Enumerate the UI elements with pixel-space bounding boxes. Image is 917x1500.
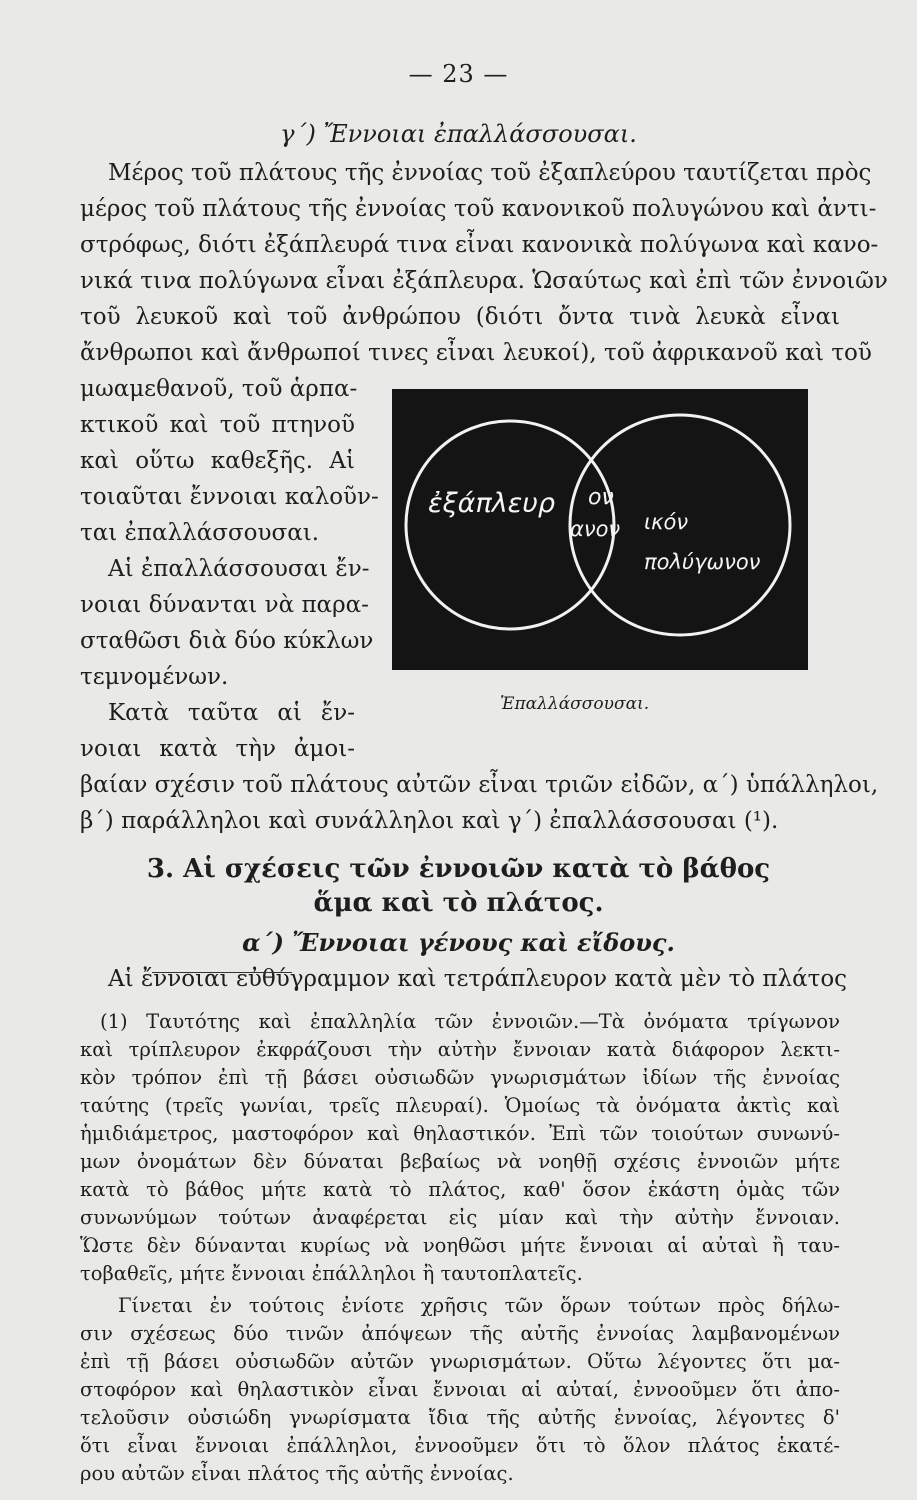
narrow-line: νοιαι δύνανται νὰ παρα- [80,592,369,618]
para1-line: τοῦ λευκοῦ καὶ τοῦ ἀνθρώπου (διότι ὄντα τινὰ λευκὰ εἶναι [80,304,840,330]
para1-line: στρόφως, διότι ἐξάπλευρά τινα εἶναι κανονικὰ πολύγωνα καὶ κανο- [80,232,879,258]
footnote-line: συνωνύμων τούτων ἀναφέρεται εἰς μίαν καὶ τὴν αὐτὴν ἔννοιαν. [80,1206,840,1229]
figure-label-left: ἐξάπλευρ [428,488,556,519]
para2-line: β΄) παράλληλοι καὶ συνάλληλοι καὶ γ΄) ἐπαλλάσσουσαι (¹). [80,808,779,834]
footnote-line: ἡμιδιάμετρος, μαστοφόρον καὶ θηλαστικόν. Ἐπὶ τῶν τοιούτων συνωνύ- [80,1122,840,1145]
figure-label-overlap-2: ανον [570,517,621,541]
narrow-line: Κατὰ ταῦτα αἱ ἔν- [108,700,355,726]
para1-line: Μέρος τοῦ πλάτους τῆς ἐννοίας τοῦ ἐξαπλεύρου ταυτίζεται πρὸς [108,160,872,186]
venn-figure [392,389,808,670]
figure-label-right-1: ικόν [644,510,689,534]
section-gamma-heading: γ΄) Ἔννοιαι ἐπαλλάσσουσαι. [280,120,637,148]
narrow-line: κτικοῦ καὶ τοῦ πτηνοῦ [80,412,355,438]
section-alpha-heading: α΄) Ἔννοιαι γένους καὶ εἴδους. [242,928,675,957]
footnote-line: τοβαθεῖς, μήτε ἔννοιαι ἐπάλληλοι ἢ ταυτοπλατεῖς. [80,1262,583,1285]
para1-line: μέρος τοῦ πλάτους τῆς ἐννοίας τοῦ κανονικοῦ πολυγώνου καὶ ἀντι- [80,196,877,222]
footnote-line: ὅτι εἶναι ἔννοιαι ἐπάλληλοι, ἐννοοῦμεν ὅτι τὸ ὅλον πλάτος ἑκατέ- [80,1434,840,1457]
footnote-line: καὶ τρίπλευρον ἐκφράζουσι τὴν αὐτὴν ἔννοιαν κατὰ διάφορον λεκτι- [80,1038,840,1061]
footnote-line: τελοῦσιν οὐσιώδη γνωρίσματα ἴδια τῆς αὐτῆς ἐννοίας, λέγοντες δ' [80,1406,840,1429]
figure-label-right-2: πολύγωνον [644,550,761,574]
narrow-line: Αἱ ἐπαλλάσσουσαι ἔν- [108,556,370,582]
para1-line: ἄνθρωποι καὶ ἄνθρωποί τινες εἶναι λευκοί), τοῦ ἀφρικανοῦ καὶ τοῦ [80,340,872,366]
section3-heading-1: 3. Αἱ σχέσεις τῶν ἐννοιῶν κατὰ τὸ βάθος [146,854,771,884]
footnote-line: (1) Ταυτότης καὶ ἐπαλληλία τῶν ἐννοιῶν.—Τὰ ὀνόματα τρίγωνον [100,1010,840,1033]
footnote-line: μων ὀνομάτων δὲν δύναται βεβαίως νὰ νοηθῇ σχέσις ἐννοιῶν μήτε [80,1150,840,1173]
section3-heading-2: ἅμα καὶ τὸ πλάτος. [313,888,604,918]
narrow-line: τοιαῦται ἔννοιαι καλοῦν- [80,484,379,510]
footnote-line: Γίνεται ἐν τούτοις ἐνίοτε χρῆσις τῶν ὅρων τούτων πρὸς δήλω- [118,1294,840,1317]
footnote-line: σιν σχέσεως δύο τινῶν ἀπόψεων τῆς αὐτῆς ἐννοίας λαμβανομένων [80,1322,840,1345]
footnote-line: κὸν τρόπον ἐπὶ τῇ βάσει οὐσιωδῶν γνωρισμάτων ἰδίων τῆς ἐννοίας [80,1066,840,1089]
page-number: — 23 — [408,60,509,88]
figure-label-overlap-1: ον [588,485,614,510]
footnote-line: ρου αὐτῶν εἶναι πλάτος τῆς αὐτῆς ἐννοίας. [80,1462,514,1485]
para2-line: βαίαν σχέσιν τοῦ πλάτους αὐτῶν εἶναι τριῶν εἰδῶν, α΄) ὑπάλληλοι, [80,772,879,798]
footnote-line: Ὥστε δὲν δύνανται κυρίως νὰ νοηθῶσι μήτε ἔννοιαι αἱ αὐταὶ ἢ ταυ- [80,1234,840,1257]
narrow-line: ται ἐπαλλάσσουσαι. [80,520,320,546]
footnote-line: ταύτης (τρεῖς γωνίαι, τρεῖς πλευραί). Ὁμοίως τὰ ὀνόματα ἀκτὶς καὶ [80,1094,840,1117]
footnote-line: κατὰ τὸ βάθος μήτε κατὰ τὸ πλάτος, καθ' ὅσον ἑκάστη ὁμὰς τῶν [80,1178,840,1201]
narrow-line: καὶ οὕτω καθεξῆς. Αἱ [80,448,355,474]
footnote-line: ἐπὶ τῇ βάσει οὐσιωδῶν αὐτῶν γνωρισμάτων. Οὕτω λέγοντες ὅτι μα- [80,1350,840,1373]
narrow-line: τεμνομένων. [80,664,229,690]
narrow-line: νοιαι κατὰ τὴν ἀμοι- [80,736,355,762]
footnote-line: στοφόρον καὶ θηλαστικὸν εἶναι ἔννοιαι αἱ αὐταί, ἐννοοῦμεν ὅτι ἀπο- [80,1378,840,1401]
footnote-rule [152,972,292,973]
figure-caption: Ἐπαλλάσσουσαι. [500,694,650,714]
para3-line: Αἱ ἔννοιαι εὐθύγραμμον καὶ τετράπλευρον κατὰ μὲν τὸ πλάτος [108,966,848,992]
para1-line: νικά τινα πολύγωνα εἶναι ἐξάπλευρα. Ὡσαύτως καὶ ἐπὶ τῶν ἐννοιῶν [80,268,888,294]
narrow-line: μωαμεθανοῦ, τοῦ ἁρπα- [80,376,358,402]
narrow-line: σταθῶσι διὰ δύο κύκλων [80,628,374,654]
